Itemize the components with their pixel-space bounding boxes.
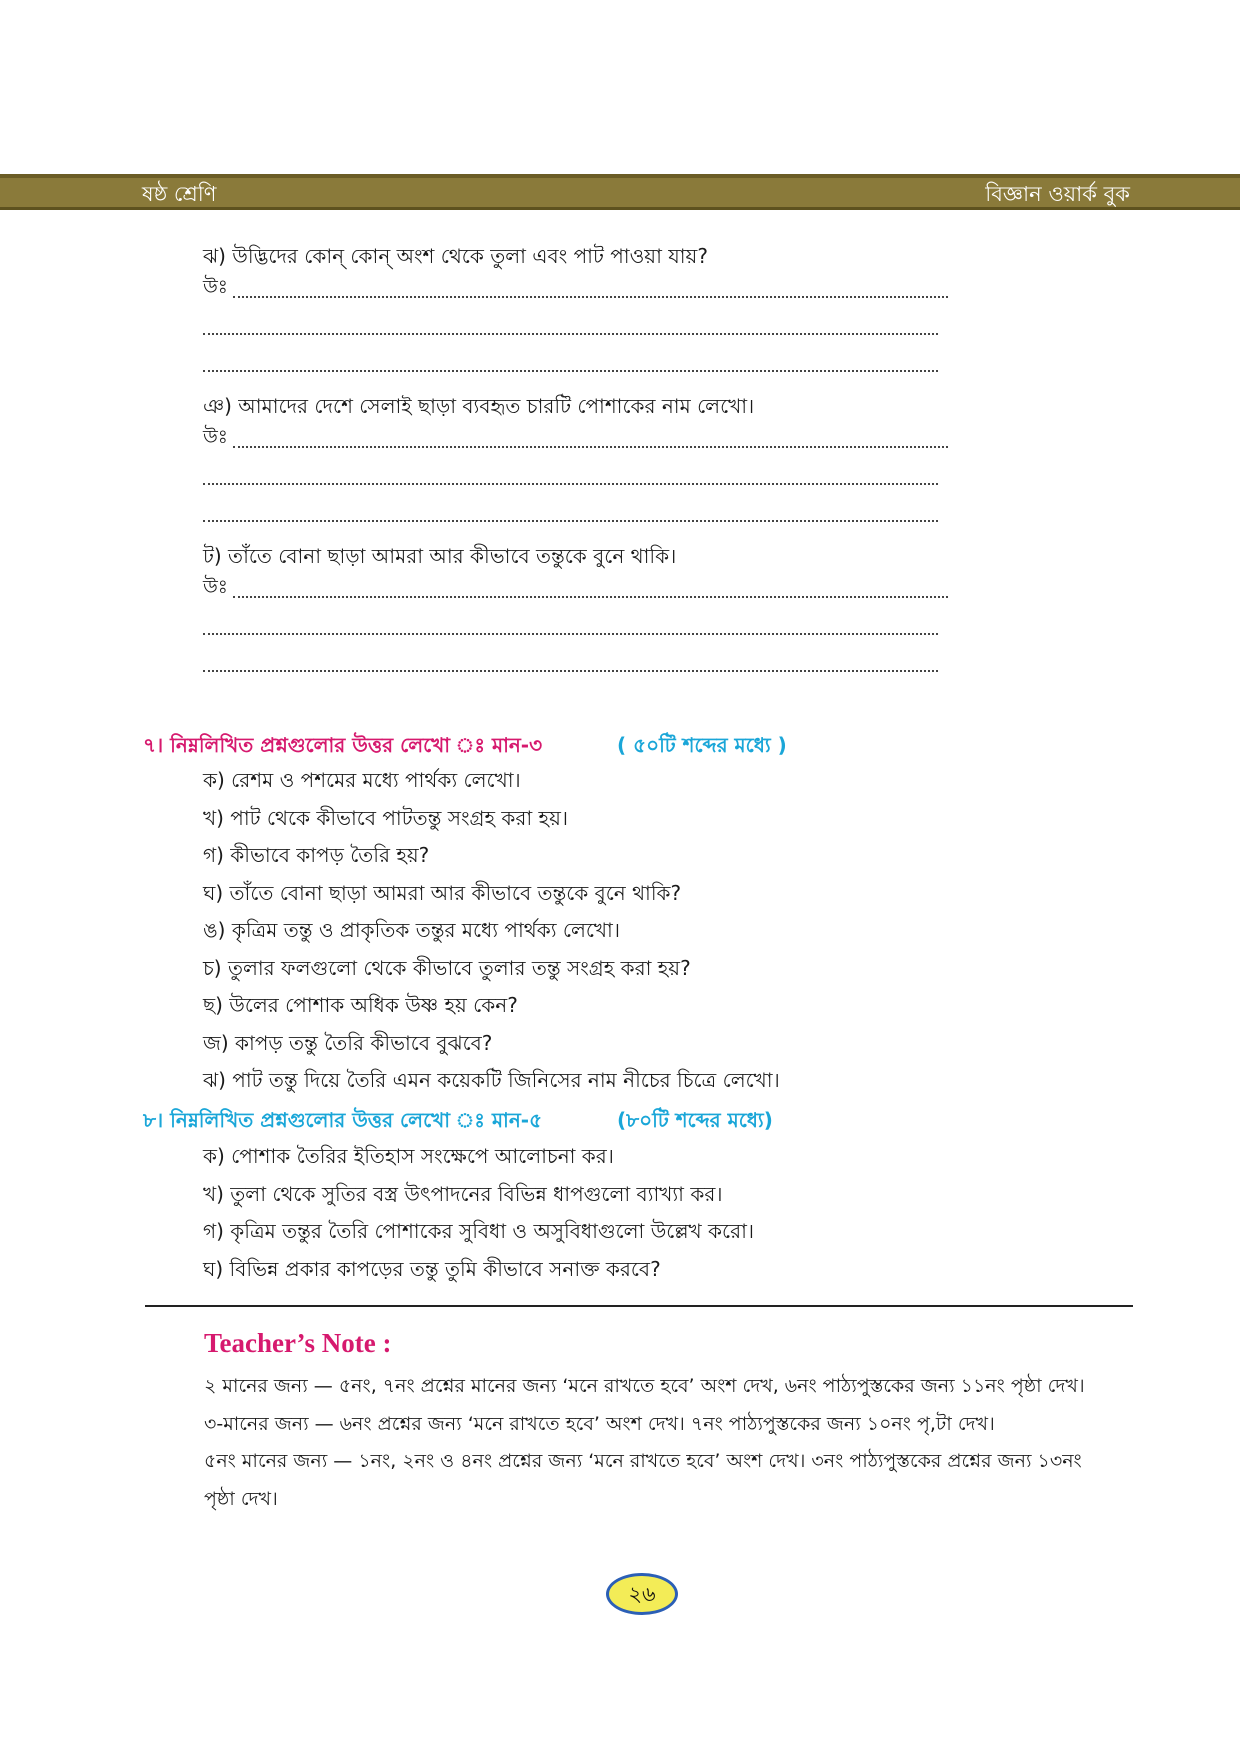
list-item: জ) কাপড় তন্তু তৈরি কীভাবে বুঝবে? (203, 1030, 493, 1055)
teacher-note-line: ৩-মানের জন্য — ৬নং প্রশ্নের জন্য ‘মনে রাখতে হবে’ অংশ দেখ। ৭নং পাঠ্যপুস্তকের জন্য ১০নং পৃ,টা দেখ। (204, 1412, 995, 1435)
list-item: ক) রেশম ও পশমের মধ্যে পার্থক্য লেখো। (203, 768, 521, 792)
section-8-word-limit: (৮০টি শব্দের মধ্যে) (617, 1108, 773, 1132)
answer-line[interactable] (203, 456, 963, 493)
list-item: ছ) উলের পোশাক অধিক উষ্ণ হয় কেন? (203, 993, 518, 1017)
teacher-note-title: Teacher’s Note : (204, 1328, 392, 1358)
list-item: খ) তুলা থেকে সুতির বস্ত্র উৎপাদনের বিভিন্ন ধাপগুলো ব্যাখ্যা কর। (203, 1181, 723, 1206)
dotted-line (233, 446, 948, 448)
teacher-note-line: পৃষ্ঠা দেখ। (204, 1487, 278, 1510)
answer-line[interactable] (203, 343, 963, 380)
dotted-line (203, 333, 938, 335)
teacher-note-line: ৫নং মানের জন্য — ১নং, ২নং ও ৪নং প্রশ্নের জন্য ‘মনে রাখতে হবে’ অংশ দেখ। ৩নং পাঠ্যপুস্তকের প্রশ্নের জন্য ১৩নং (204, 1450, 1082, 1472)
dotted-line (203, 670, 938, 672)
list-item: ঘ) বিভিন্ন প্রকার কাপড়ের তন্তু তুমি কীভাবে সনাক্ত করবে? (203, 1256, 661, 1281)
dotted-line (233, 296, 948, 298)
divider (145, 1305, 1133, 1307)
section-7-list (203, 762, 1103, 1100)
question-text: ঝ) উদ্ভিদের কোন্ কোন্ অংশ থেকে তুলা এবং পাট পাওয়া যায়? (203, 244, 708, 268)
answer-line[interactable] (203, 269, 963, 306)
question-text: ট) তাঁতে বোনা ছাড়া আমরা আর কীভাবে তন্তুকে বুনে থাকি। (203, 544, 677, 568)
list-item: গ) কীভাবে কাপড় তৈরি হয়? (203, 843, 430, 867)
book-title: বিজ্ঞান ওয়ার্ক বুক (985, 182, 1130, 206)
section-7-word-limit: ( ৫০টি শব্দের মধ্যে ) (617, 733, 787, 757)
answer-line[interactable] (203, 606, 963, 643)
teacher-note-line: ২ মানের জন্য — ৫নং, ৭নং প্রশ্নের মানের জন্য ‘মনে রাখতে হবে’ অংশ দেখ, ৬নং পাঠ্যপুস্তকের জন্য ১১নং পৃষ্ঠা দেখ। (204, 1375, 1085, 1397)
answer-line[interactable] (203, 419, 963, 456)
list-item: ক) পোশাক তৈরির ইতিহাস সংক্ষেপে আলোচনা কর। (203, 1144, 614, 1168)
class-label: ষষ্ঠ শ্রেণি (142, 182, 217, 206)
dotted-line (203, 483, 938, 485)
page-number: ২৬ (606, 1573, 678, 1615)
section-8-title: ৮। নিম্নলিখিত প্রশ্নগুলোর উত্তর লেখো ঃ মান-৫ (143, 1108, 543, 1132)
list-item: ঝ) পাট তন্তু দিয়ে তৈরি এমন কয়েকটি জিনিসের নাম নীচের চিত্রে লেখো। (203, 1068, 780, 1092)
answer-line[interactable] (203, 493, 963, 530)
answer-line[interactable] (203, 306, 963, 343)
list-item: চ) তুলার ফলগুলো থেকে কীভাবে তুলার তন্তু সংগ্রহ করা হয়? (203, 955, 691, 980)
answer-line[interactable] (203, 643, 963, 680)
dotted-line (233, 596, 948, 598)
question-jha (203, 243, 963, 380)
answer-prefix: উঃ (203, 276, 228, 298)
section-7-title: ৭। নিম্নলিখিত প্রশ্নগুলোর উত্তর লেখো ঃ মান-৩ (143, 733, 543, 757)
answer-prefix: উঃ (203, 576, 228, 598)
header-bar (0, 174, 1240, 210)
answer-line[interactable] (203, 569, 963, 606)
list-item: ঘ) তাঁতে বোনা ছাড়া আমরা আর কীভাবে তন্তুকে বুনে থাকি? (203, 880, 682, 905)
dotted-line (203, 633, 938, 635)
question-ta (203, 543, 963, 680)
dotted-line (203, 520, 938, 522)
answer-prefix: উঃ (203, 426, 228, 448)
question-text: ঞ) আমাদের দেশে সেলাই ছাড়া ব্যবহৃত চারটি পোশাকের নাম লেখো। (203, 394, 755, 418)
list-item: ঙ) কৃত্রিম তন্তু ও প্রাকৃতিক তন্তুর মধ্যে পার্থক্য লেখো। (203, 918, 620, 942)
dotted-line (203, 370, 938, 372)
list-item: গ) কৃত্রিম তন্তুর তৈরি পোশাকের সুবিধা ও অসুবিধাগুলো উল্লেখ করো। (203, 1219, 755, 1243)
list-item: খ) পাট থেকে কীভাবে পাটতন্তু সংগ্রহ করা হয়। (203, 805, 568, 830)
section-8-list (203, 1138, 1103, 1288)
question-nya (203, 393, 963, 530)
teacher-note-body (204, 1368, 1134, 1518)
